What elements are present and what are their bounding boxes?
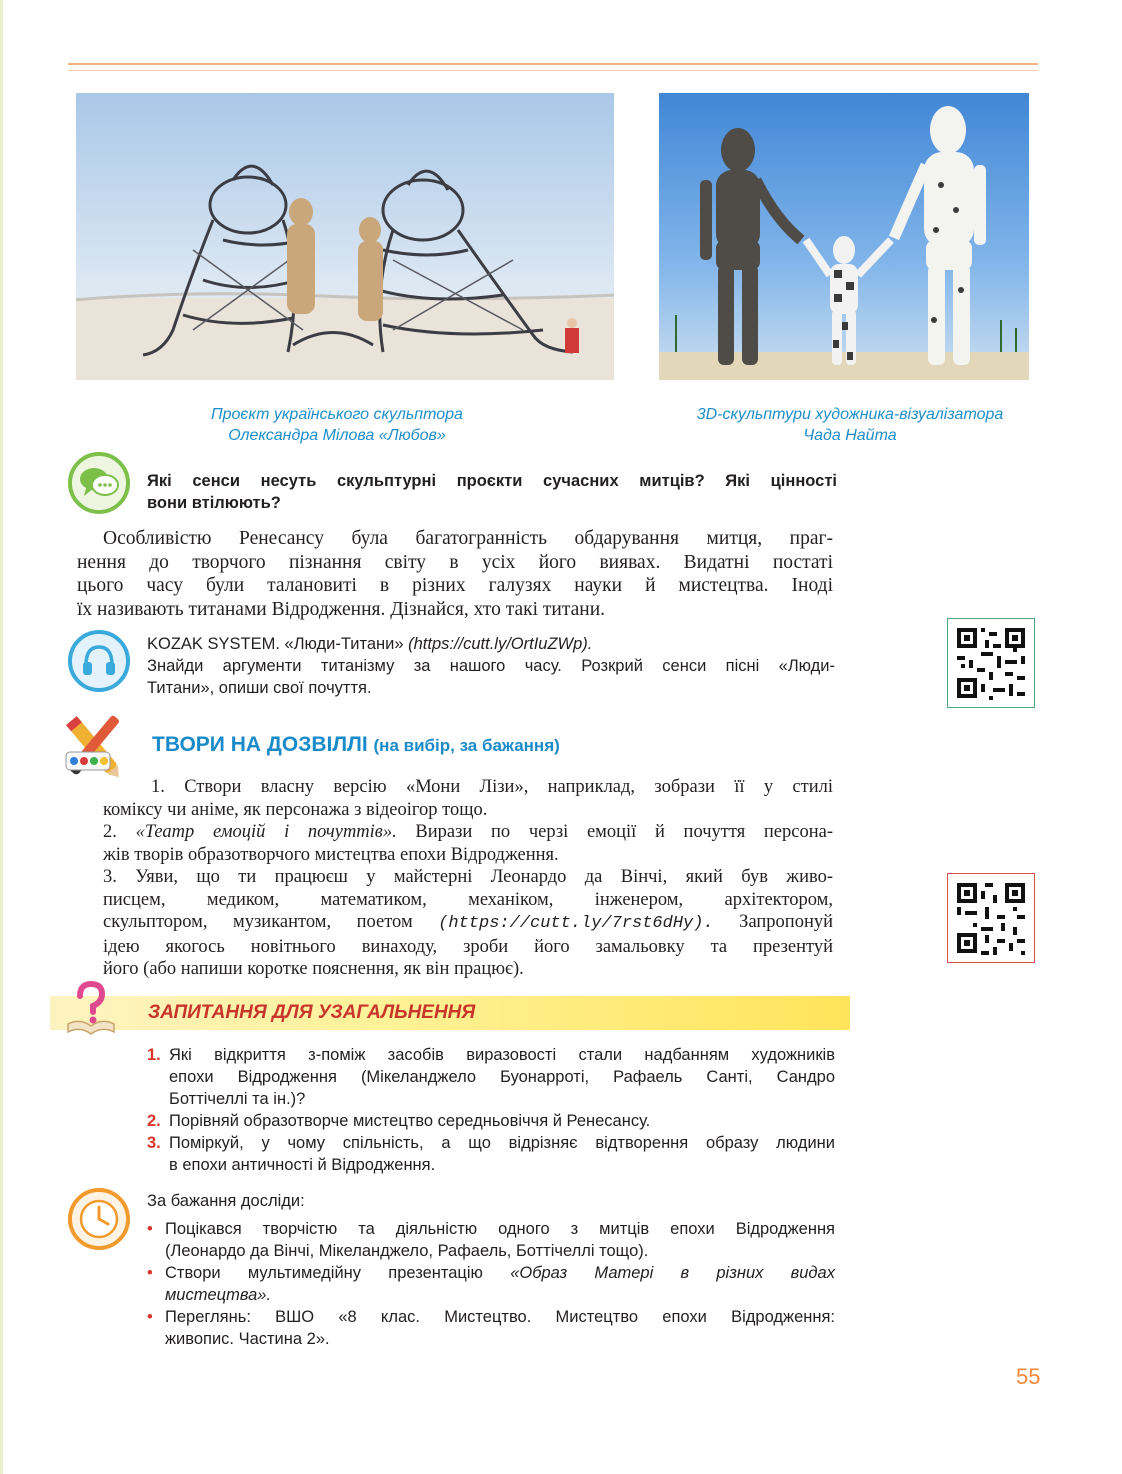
headphones-icon xyxy=(68,630,130,692)
leisure-subtitle: (на вибір, за бажання) xyxy=(373,736,560,755)
speech-bubbles-icon xyxy=(68,452,130,514)
question-line: Які сенси несуть скульптурні проєкти сучасних митців? Які цінності xyxy=(147,472,837,490)
question-line: епохи Відродження (Мікеланджело Буонарроті, Рафаель Санті, Сандро xyxy=(169,1068,835,1086)
task-line: жів творів образотворчого мистецтва епохи Відродження. xyxy=(103,844,559,865)
task-line: коміксу чи аніме, як персонажа з відеоігор тощо. xyxy=(103,799,488,820)
task-line xyxy=(103,911,833,936)
photo-love-sculpture xyxy=(73,90,617,383)
item-line: Переглянь: ВШО «8 клас. Мистецтво. Мистецтво епохи Відродження: xyxy=(165,1308,835,1326)
task-line: 3. Уяви, що ти працюєш у майстерні Леонардо да Вінчі, який був живо- xyxy=(103,867,833,887)
photo-3d-sculptures xyxy=(656,90,1032,383)
question-line: Боттічеллі та ін.)? xyxy=(169,1090,306,1108)
top-rule-2 xyxy=(68,70,1038,71)
paragraph-line: їх називають титанами Відродження. Дізнайся, хто такі титани. xyxy=(77,598,606,620)
task-line: його (або напиши коротке пояснення, як він працює). xyxy=(103,959,524,979)
task-line: писцем, медиком, математиком, механіком, інженером, архітектором, xyxy=(103,889,833,910)
question-line: Поміркуй, у чому спільність, а що відрізняє відтворення образу людини xyxy=(169,1134,835,1152)
item-line: живопис. Частина 2». xyxy=(165,1330,330,1348)
leisure-title: ТВОРИ НА ДОЗВІЛЛІ xyxy=(152,733,368,756)
task-text: скульптором, музикантом, поетом xyxy=(103,912,413,932)
item-line: Поцікався творчістю та діяльністю одного з митців епохи Відродження xyxy=(165,1220,835,1238)
item-line: (Леонардо да Вінчі, Мікеланджело, Рафаель, Боттічеллі тощо). xyxy=(165,1242,649,1260)
list-item xyxy=(147,1132,835,1176)
review-questions xyxy=(147,1044,835,1176)
item-line: мистецтва». xyxy=(165,1286,272,1304)
item-line xyxy=(165,1262,835,1284)
left-margin-line xyxy=(0,0,3,1474)
paragraph-line: цього часу були талановиті в різних галузях науки й мистецтва. Іноді xyxy=(77,575,833,596)
research-heading: За бажання досліди: xyxy=(147,1192,305,1210)
review-title: ЗАПИТАННЯ ДЛЯ УЗАГАЛЬНЕННЯ xyxy=(148,1002,476,1023)
task-title: «Театр емоцій і почуттів». xyxy=(135,822,397,842)
photo-caption-2 xyxy=(640,404,1060,446)
item-text: Створи мультимедійну презентацію xyxy=(165,1264,483,1282)
qr-code-icon[interactable] xyxy=(947,873,1035,963)
task-line xyxy=(103,821,833,844)
song-link[interactable]: (https://cutt.ly/OrtIuZWp). xyxy=(408,635,593,653)
caption-line: Чада Найта xyxy=(803,427,897,444)
question-line: Порівняй образотворче мистецтво середньовіччя й Ренесансу. xyxy=(169,1112,651,1130)
listen-line xyxy=(147,633,835,655)
list-item xyxy=(147,1044,835,1110)
intro-paragraph xyxy=(77,527,833,621)
leisure-heading xyxy=(152,733,560,757)
task-text: Вирази по черзі емоції й почуття персона- xyxy=(396,822,833,842)
task-link[interactable]: (https://cutt.ly/7rst6dHy). xyxy=(438,914,714,933)
question-line: в епохи античності й Відродження. xyxy=(169,1156,436,1174)
art-supplies-icon xyxy=(56,708,132,784)
list-item xyxy=(147,1262,835,1306)
question-number: 3. xyxy=(147,1134,161,1152)
discussion-question xyxy=(147,470,837,514)
list-item xyxy=(147,1110,835,1132)
listen-block xyxy=(147,633,835,699)
question-book-icon xyxy=(62,978,120,1036)
bullet-icon: • xyxy=(147,1264,153,1282)
leisure-tasks xyxy=(103,776,833,981)
page-number: 55 xyxy=(1016,1364,1041,1389)
question-number: 2. xyxy=(147,1112,161,1130)
task-line: ідею якогось новітнього винаходу, зроби його замальовку та презентуй xyxy=(103,936,833,957)
task-number: 2. xyxy=(103,822,117,842)
list-item xyxy=(147,1306,835,1350)
task-line: 1. Створи власну версію «Мони Лізи», наприклад, зобрази її у стилі xyxy=(151,777,833,797)
bullet-icon: • xyxy=(147,1308,153,1326)
listen-line: Титани», опиши свої почуття. xyxy=(147,679,372,697)
item-title: «Образ Матері в різних видах xyxy=(510,1264,835,1282)
research-block xyxy=(147,1190,835,1350)
question-line: Які відкриття з-поміж засобів виразовості стали надбанням художників xyxy=(169,1046,835,1064)
listen-line: Знайди аргументи титанізму за нашого часу. Розкрий сенси пісні «Люди- xyxy=(147,657,835,675)
caption-line: 3D-скульптури художника-візуалізатора xyxy=(696,406,1004,423)
qr-code-icon[interactable] xyxy=(947,618,1035,708)
bullet-icon: • xyxy=(147,1220,153,1238)
question-line: вони втілюють? xyxy=(147,494,281,512)
clock-icon xyxy=(68,1188,130,1250)
song-title: KOZAK SYSTEM. «Люди-Титани» xyxy=(147,635,404,653)
caption-line: Проєкт українського скульптора xyxy=(211,406,463,423)
task-text: Запропонуй xyxy=(739,912,834,932)
caption-line: Олександра Мілова «Любов» xyxy=(228,427,446,444)
photo-caption-1 xyxy=(140,404,534,446)
paragraph-line: Особливістю Ренесансу була багатогранність обдарування митця, праг- xyxy=(103,528,833,549)
top-rule xyxy=(68,63,1038,65)
paragraph-line: нення до творчого пізнання світу в усіх його виявах. Видатні постаті xyxy=(77,551,833,573)
list-item xyxy=(147,1218,835,1262)
question-number: 1. xyxy=(147,1046,161,1064)
